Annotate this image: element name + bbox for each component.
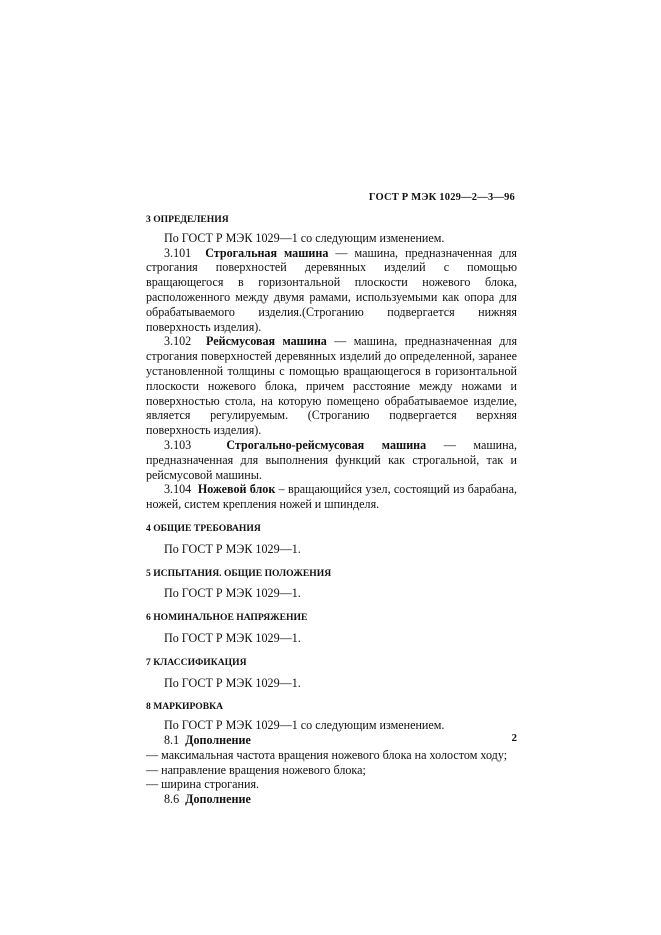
section-8-heading: 8 МАРКИРОВКА (146, 701, 224, 713)
definition-3-102 (146, 334, 517, 438)
definition-text: — машина, предназначенная для строгания поверхностей деревянных изделий с помощью вращающегося в горизонтальной плоскости ножевого блока, расположенного между двумя рамами, используемыми как опора для обрабатываемого изделия.(Строганию подвергается нижняя поверхность изделия). (146, 245, 517, 334)
definition-3-104 (146, 482, 517, 512)
section-7-heading: 7 КЛАССИФИКАЦИЯ (146, 656, 247, 668)
section-4-text: По ГОСТ Р МЭК 1029—1. (164, 541, 301, 556)
section-5-text: По ГОСТ Р МЭК 1029—1. (164, 586, 301, 601)
section-8-intro: По ГОСТ Р МЭК 1029—1 со следующим изменением. (164, 718, 445, 733)
section-4-heading: 4 ОБЩИЕ ТРЕБОВАНИЯ (146, 522, 261, 534)
term: Строгально-рейсмусовая машина (226, 437, 427, 452)
definition-3-101 (146, 246, 517, 335)
section-7-text: По ГОСТ Р МЭК 1029—1. (164, 675, 301, 690)
clause-number: 8.1 (164, 732, 180, 747)
clause-8-6 (146, 792, 517, 807)
list-item: — максимальная частота вращения ножевого блока на холостом ходу; (146, 747, 508, 762)
page-number: 2 (511, 732, 517, 744)
term: Ножевой блок (197, 482, 276, 497)
list-item: — ширина строгания. (146, 777, 260, 792)
definition-text: — машина, предназначенная для строгания поверхностей деревянных изделий до определенной, заранее установленной толщины с помощью вращающегося в горизонтальной плоскости ножевого блока, причем расстояние между ножами и поверхностью стола, на которую помещено обрабатываемое изделие, является регулируемым. (Строганию подвергается верхняя поверхность изделия). (146, 334, 518, 438)
document-body (146, 208, 517, 807)
clause-number: 3.104 (164, 482, 192, 497)
clause-number: 3.102 (164, 334, 192, 349)
section-3-intro: По ГОСТ Р МЭК 1029—1 со следующим изменением. (164, 230, 445, 245)
term: Дополнение (185, 792, 251, 807)
term: Строгальная машина (205, 245, 329, 260)
definition-3-103 (146, 438, 517, 482)
clause-number: 3.103 (164, 437, 192, 452)
section-6-heading: 6 НОМИНАЛЬНОЕ НАПРЯЖЕНИЕ (146, 612, 308, 624)
section-5-heading: 5 ИСПЫТАНИЯ. ОБЩИЕ ПОЛОЖЕНИЯ (146, 567, 332, 579)
clause-number: 8.6 (164, 792, 180, 807)
term: Рейсмусовая машина (206, 334, 327, 349)
clause-number: 3.101 (164, 245, 192, 260)
term: Дополнение (185, 732, 251, 747)
clause-8-1 (146, 733, 517, 748)
standard-header: ГОСТ Р МЭК 1029—2—3—96 (368, 192, 515, 203)
list-item: — направление вращения ножевого блока; (146, 762, 366, 777)
section-3-heading: 3 ОПРЕДЕЛЕНИЯ (146, 214, 229, 225)
definition-text: — машина, предназначенная для выполнения функций как строгальной, так и рейсмусовой машины. (146, 437, 517, 482)
definition-text: – вращающийся узел, состоящий из барабана, ножей, систем крепления ножей и шпинделя. (146, 482, 517, 512)
section-6-text: По ГОСТ Р МЭК 1029—1. (164, 630, 301, 645)
